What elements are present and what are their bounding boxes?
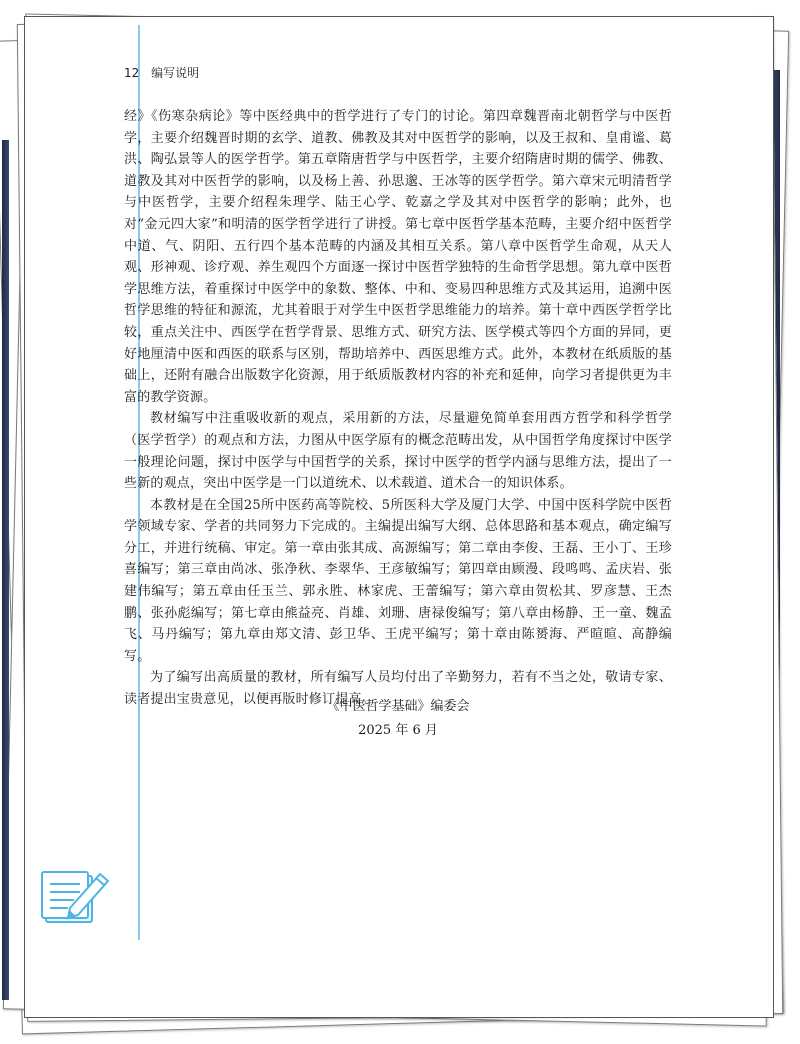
book-edge-left bbox=[2, 140, 9, 1000]
paragraph: 为了编写出高质量的教材，所有编写人员均付出了辛勤努力，若有不当之处，敬请专家、读者提出宝贵意见，以便再版时修订提高。 bbox=[124, 670, 672, 708]
page-number: 12 bbox=[124, 66, 140, 80]
paragraph: 本教材是在全国25所中医药高等院校、5所医科大学及厦门大学、中国中医科学院中医哲学领域专家、学者的共同努力下完成的。主编提出编写大纲、总体思路和基本观点，确定编写分工，并进行统稿、审定。第一章由张其成、高源编写；第二章由李俊、王磊、王小丁、王珍喜编写；第三章由尚冰、张净秋、李翠华、王彦敏编写；第四章由顾漫、段鸣鸣、孟庆岩、张建伟编写；第五章由任玉兰、郭永胜、林家虎、王蕾编写；第六章由贺松其、罗彦慧、王杰鹏、张孙彪编写；第七章由熊益亮、肖雄、刘珊、唐禄俊编写；第八章由杨静、王一童、魏孟飞、马丹编写；第九章由郑文清、彭卫华、王虎平编写；第十章由陈赟海、严暄暄、高静编写。 bbox=[124, 497, 672, 664]
paragraph: 经》《伤寒杂病论》等中医经典中的哲学进行了专门的讨论。第四章魏晋南北朝哲学与中医哲学，主要介绍魏晋时期的玄学、道教、佛教及其对中医哲学的影响，以及王叔和、皇甫谧、葛洪、陶弘景等人的医学哲学。第五章隋唐哲学与中医哲学，主要介绍隋唐时期的儒学、佛教、道教及其对中医哲学的影响，以及杨上善、孙思邈、王冰等的医学哲学。第六章宋元明清哲学与中医哲学，主要介绍程朱理学、陆王心学、乾嘉之学及其对中医哲学的影响；此外，也对“金元四大家”和明清的医学哲学进行了讲授。第七章中医哲学基本范畴，主要介绍中医哲学中道、气、阴阳、五行四个基本范畴的内涵及其相互关系。第八章中医哲学生命观，从天人观、形神观、诊疗观、养生观四个方面逐一探讨中医哲学独特的生命哲学思想。第九章中医哲学思维方法，着重探讨中医学中的象数、整体、中和、变易四种思维方式及其运用，追溯中医哲学思维的特征和源流，尤其着眼于对学生中医哲学思维能力的培养。第十章中西医学哲学比较，重点关注中、西医学在哲学背景、思维方式、研究方法、医学模式等四个方面的异同，更好地厘清中医和西医的联系与区别，帮助培养中、西医思维方式。此外，本教材在纸质版的基础上，还附有融合出版数字化资源，用于纸质版教材内容的补充和延伸，向学习者提供更为丰富的教学资源。 bbox=[124, 109, 672, 405]
running-header bbox=[124, 64, 199, 81]
paragraph: 教材编写中注重吸收新的观点，采用新的方法，尽量避免简单套用西方哲学和科学哲学（医学哲学）的观点和方法，力图从中医学原有的概念范畴出发，从中国哲学角度探讨中医学一般理论问题，探讨中医学与中国哲学的关系，探讨中医学的哲学内涵与思维方法，提出了一些新的观点，突出中医学是一门以道统术、以术载道、道术合一的知识体系。 bbox=[124, 411, 672, 492]
notebook-pencil-icon bbox=[40, 862, 120, 936]
body-text bbox=[124, 106, 672, 711]
signature-date: 2025 年 6 月 bbox=[358, 723, 438, 738]
committee-signature: 《中医哲学基础》编委会 bbox=[326, 699, 470, 714]
section-title: 编写说明 bbox=[151, 66, 200, 80]
